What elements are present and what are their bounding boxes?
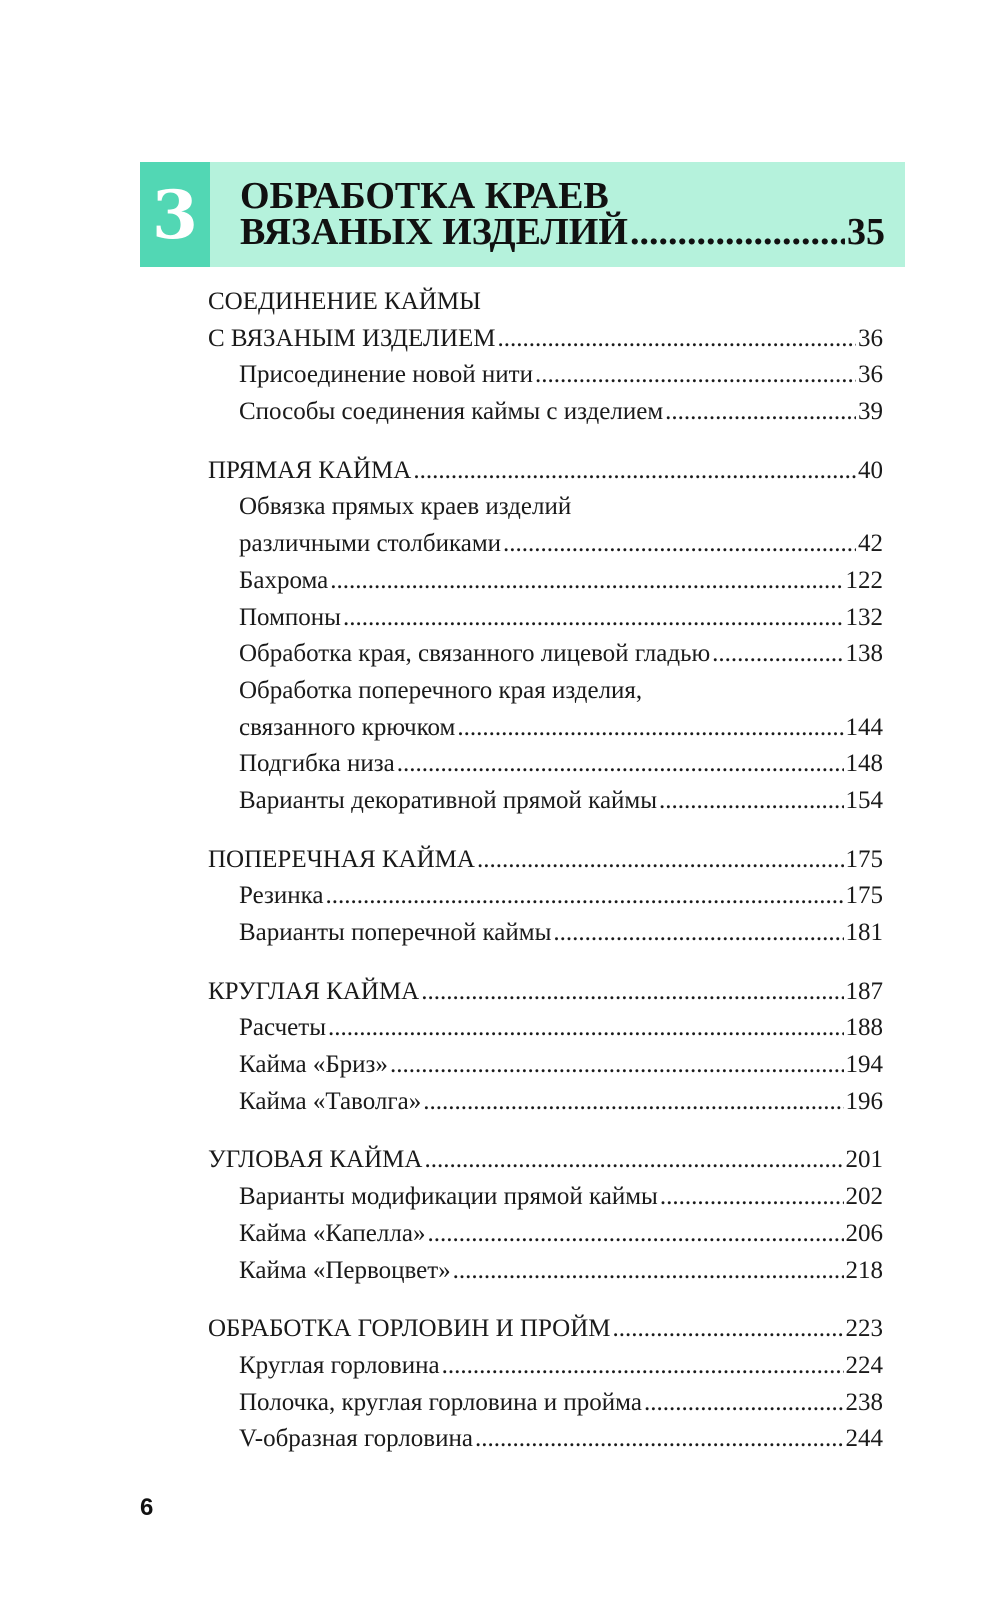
toc-page: 36 xyxy=(858,361,883,389)
leader-dots xyxy=(330,567,843,595)
toc-item-label: Варианты поперечной каймы xyxy=(239,919,552,946)
leader-dots xyxy=(475,1425,844,1453)
toc-page: 244 xyxy=(845,1425,883,1453)
toc-page: 188 xyxy=(845,1014,883,1042)
leader-dots xyxy=(421,978,843,1006)
toc-item[interactable] xyxy=(208,750,883,787)
toc-page: 148 xyxy=(845,750,883,778)
toc-item[interactable] xyxy=(208,1220,883,1257)
toc-item[interactable] xyxy=(208,677,883,714)
chapter-number-box xyxy=(140,162,210,267)
leader-dots xyxy=(659,787,843,815)
toc-item-label: Кайма «Таволга» xyxy=(239,1087,422,1115)
toc-item-label: V-образная горловина xyxy=(239,1425,473,1453)
toc-section-cont[interactable] xyxy=(208,325,883,362)
toc-item-label: Бахрома xyxy=(239,566,329,594)
toc-section[interactable] xyxy=(208,1146,883,1183)
leader-dots xyxy=(457,714,843,742)
toc-section-label: ПРЯМАЯ КАЙМА xyxy=(208,456,412,484)
toc-item-label: Обработка поперечного края изделия, xyxy=(239,676,643,704)
toc-page: 238 xyxy=(845,1388,883,1416)
toc-page: 42 xyxy=(858,530,883,558)
toc-section-label: КРУГЛАЯ КАЙМА xyxy=(208,977,420,1005)
leader-dots xyxy=(424,1146,843,1174)
toc-item-label: Способы соединения каймы с изделием xyxy=(239,398,664,426)
leader-dots xyxy=(328,1014,844,1042)
toc-item-label: Присоединение новой нити xyxy=(239,361,533,389)
toc-item[interactable] xyxy=(208,1257,883,1294)
leader-dots xyxy=(644,1389,844,1417)
toc-item-label: Кайма «Капелла» xyxy=(239,1219,426,1247)
leader-dots xyxy=(613,1315,844,1343)
leader-dots xyxy=(665,398,856,426)
toc-item[interactable] xyxy=(208,1183,883,1220)
toc-page: 40 xyxy=(858,456,883,484)
chapter-title-line1: ОБРАБОТКА КРАЕВ xyxy=(240,175,609,217)
leader-dots xyxy=(423,1088,843,1116)
toc-section-label: УГЛОВАЯ КАЙМА xyxy=(208,1146,423,1174)
toc-item-label: Варианты модификации прямой каймы xyxy=(239,1183,658,1211)
chapter-title[interactable] xyxy=(240,175,885,253)
toc-page: 175 xyxy=(845,845,883,873)
toc-item-cont[interactable] xyxy=(208,530,883,567)
chapter-number: 3 xyxy=(152,175,198,254)
leader-dots xyxy=(427,1220,843,1248)
toc-item[interactable] xyxy=(208,1352,883,1389)
toc-item-label: Кайма «Бриз» xyxy=(239,1051,388,1079)
toc-page: 132 xyxy=(845,603,883,631)
toc-page: 202 xyxy=(845,1183,883,1211)
toc-item-label: связанного крючком xyxy=(239,713,456,741)
toc-page: 223 xyxy=(845,1315,883,1343)
toc-item[interactable] xyxy=(208,919,883,956)
toc-item[interactable] xyxy=(208,1014,883,1051)
leader-dots xyxy=(630,214,845,250)
toc-section-label: СОЕДИНЕНИЕ КАЙМЫ xyxy=(208,288,481,315)
leader-dots xyxy=(325,882,843,910)
toc-section-label: ПОПЕРЕЧНАЯ КАЙМА xyxy=(208,845,475,873)
toc-page: 181 xyxy=(845,919,883,946)
toc-section-label: ОБРАБОТКА ГОРЛОВИН И ПРОЙМ xyxy=(208,1315,611,1343)
toc-section[interactable] xyxy=(208,846,883,883)
toc-item[interactable] xyxy=(208,1425,883,1462)
toc-item-label: Обвязка прямых краев изделий xyxy=(239,493,572,521)
leader-dots xyxy=(390,1051,844,1079)
toc-section[interactable] xyxy=(208,978,883,1015)
toc-item-cont[interactable] xyxy=(208,714,883,751)
table-of-contents xyxy=(208,288,883,1462)
leader-dots xyxy=(503,530,856,558)
leader-dots xyxy=(553,919,843,947)
toc-item-label: Круглая горловина xyxy=(239,1351,440,1379)
toc-item-label: Обработка края, связанного лицевой гладью xyxy=(239,640,711,668)
toc-item[interactable] xyxy=(208,567,883,604)
toc-page: 206 xyxy=(845,1219,883,1247)
toc-page: 36 xyxy=(858,324,883,352)
chapter-page: 35 xyxy=(847,211,885,253)
toc-page: 144 xyxy=(845,713,883,741)
leader-dots xyxy=(535,361,856,389)
toc-item-label: Полочка, круглая горловина и пройма xyxy=(239,1388,642,1416)
leader-dots xyxy=(453,1257,844,1285)
leader-dots xyxy=(712,640,843,668)
toc-item[interactable] xyxy=(208,604,883,641)
toc-page: 201 xyxy=(845,1146,883,1174)
toc-item[interactable] xyxy=(208,361,883,398)
toc-item-label: Расчеты xyxy=(239,1014,326,1042)
leader-dots xyxy=(477,846,844,874)
toc-page: 194 xyxy=(845,1051,883,1079)
page-number: 6 xyxy=(140,1494,154,1521)
toc-page: 154 xyxy=(845,786,883,814)
leader-dots xyxy=(660,1183,844,1211)
toc-item[interactable] xyxy=(208,398,883,435)
toc-page: 39 xyxy=(858,398,883,426)
toc-page: 196 xyxy=(845,1087,883,1115)
toc-item[interactable] xyxy=(208,493,883,530)
toc-page: 175 xyxy=(845,882,883,910)
toc-item-label: Подгибка низа xyxy=(239,750,395,778)
toc-item[interactable] xyxy=(208,787,883,824)
leader-dots xyxy=(413,457,856,485)
leader-dots xyxy=(397,750,844,778)
toc-item-label: Помпоны xyxy=(239,603,341,631)
toc-page: 187 xyxy=(845,977,883,1005)
toc-item[interactable] xyxy=(208,1088,883,1125)
leader-dots xyxy=(343,604,844,632)
leader-dots xyxy=(442,1352,844,1380)
chapter-title-line2: ВЯЗАНЫХ ИЗДЕЛИЙ xyxy=(240,211,628,253)
toc-section[interactable] xyxy=(208,288,883,325)
toc-item-label: Резинка xyxy=(239,882,324,910)
toc-page: 224 xyxy=(845,1351,883,1379)
leader-dots xyxy=(498,325,857,353)
toc-page: 138 xyxy=(845,640,883,668)
toc-section[interactable] xyxy=(208,1315,883,1352)
toc-section-label: С ВЯЗАНЫМ ИЗДЕЛИЕМ xyxy=(208,324,496,352)
toc-item[interactable] xyxy=(208,1051,883,1088)
toc-item-label: различными столбиками xyxy=(239,530,502,558)
toc-item[interactable] xyxy=(208,882,883,919)
toc-item[interactable] xyxy=(208,640,883,677)
toc-item-label: Варианты декоративной прямой каймы xyxy=(239,786,658,814)
toc-page: 218 xyxy=(845,1256,883,1284)
toc-item[interactable] xyxy=(208,1389,883,1426)
toc-item-label: Кайма «Первоцвет» xyxy=(239,1256,451,1284)
toc-section[interactable] xyxy=(208,457,883,494)
toc-page: 122 xyxy=(845,566,883,594)
